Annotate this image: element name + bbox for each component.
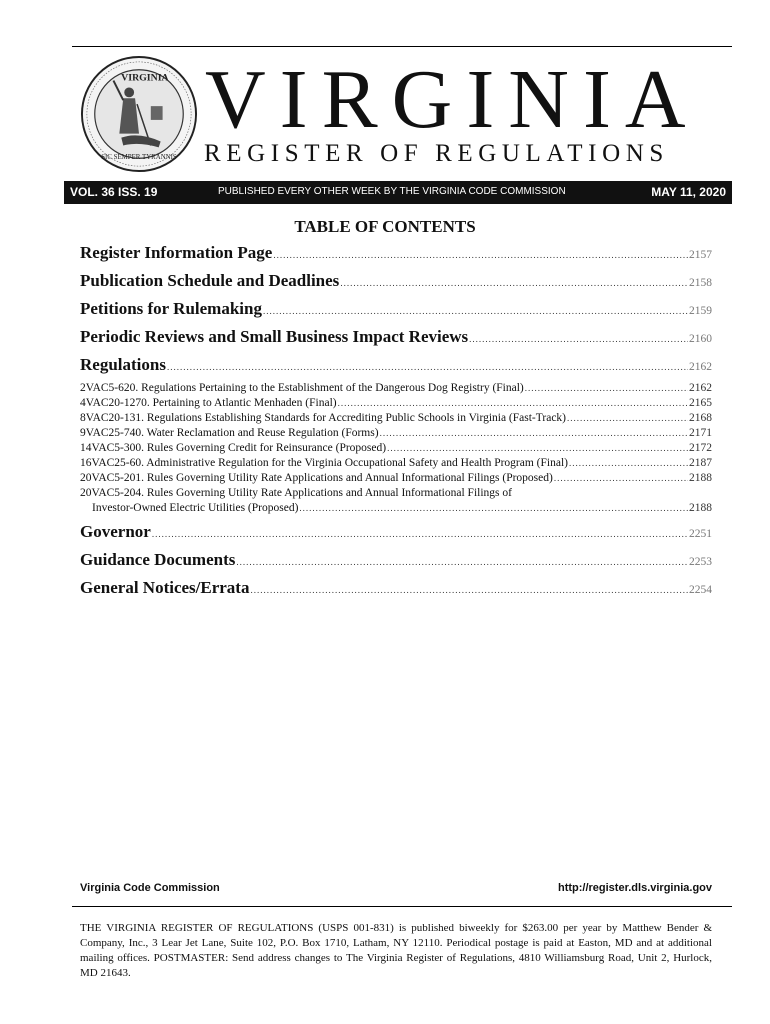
toc-section-petitions[interactable] <box>80 299 712 321</box>
toc-regulation-item[interactable] <box>80 456 712 471</box>
toc-page-number: 2188 <box>689 472 712 484</box>
toc-section-label: Petitions for Rulemaking <box>80 299 262 318</box>
toc-heading: TABLE OF CONTENTS <box>294 217 476 236</box>
toc-section-periodic-reviews[interactable] <box>80 327 712 349</box>
issue-date: MAY 11, 2020 <box>651 185 726 199</box>
publisher-line: PUBLISHED EVERY OTHER WEEK BY THE VIRGINIA CODE COMMISSION <box>218 186 566 197</box>
toc-regulation-label: 14VAC5-300. Rules Governing Credit for Reinsurance (Proposed) <box>80 442 387 454</box>
seal-motto-text: SIC SEMPER TYRANNIS <box>101 154 177 162</box>
toc-section-label: Regulations <box>80 355 166 374</box>
toc-section-register-info[interactable] <box>80 243 712 265</box>
toc-page-number: 2157 <box>689 249 712 261</box>
toc-section-label: Publication Schedule and Deadlines <box>80 271 340 290</box>
toc-page-number: 2159 <box>689 305 712 317</box>
toc-section-schedule[interactable] <box>80 271 712 293</box>
seal-top-text: VIRGINIA <box>121 72 169 84</box>
toc-regulation-label: 4VAC20-1270. Pertaining to Atlantic Menhaden (Final) <box>80 397 337 409</box>
footer-url-link[interactable]: http://register.dls.virginia.gov <box>557 882 712 894</box>
footer-rule <box>72 906 732 907</box>
toc-section-label: Register Information Page <box>80 243 273 262</box>
toc-regulation-item[interactable] <box>80 441 712 456</box>
toc-page-number: 2158 <box>689 277 712 289</box>
colophon-text: THE VIRGINIA REGISTER OF REGULATIONS (USPS 001-831) is published biweekly for $263.00 per year by Matthew Bender & Company, Inc., 3 Lear Jet Lane, Suite 102, P.O. Box 1710, Latham, NY 12110. Periodical postage is paid at Easton, MD and at additional mailing offices. POSTMASTER: Send address changes to The Virginia Register of Regulations, 4810 Williamsburg Road, Unit 2, Hurlock, MD 21643. <box>80 922 712 979</box>
toc-section-label: Periodic Reviews and Small Business Impact Reviews <box>80 327 469 346</box>
toc-regulation-item[interactable] <box>80 381 712 396</box>
toc-regulation-item[interactable] <box>80 411 712 426</box>
volume-issue: VOL. 36 ISS. 19 <box>70 185 158 199</box>
toc-regulation-label: 16VAC25-60. Administrative Regulation for the Virginia Occupational Safety and Health Program (Final) <box>80 457 568 469</box>
toc-regulation-item[interactable] <box>80 471 712 486</box>
masthead-title: VIRGINIA <box>205 53 700 146</box>
toc-page-number: 2254 <box>689 584 712 596</box>
top-rule <box>72 46 732 47</box>
toc-regulation-label: 20VAC5-204. Rules Governing Utility Rate Applications and Annual Informational Filings of <box>80 487 512 499</box>
toc-section-notices[interactable] <box>80 578 712 600</box>
toc-regulation-label: 8VAC20-131. Regulations Establishing Standards for Accrediting Public Schools in Virginia (Fast-Track) <box>80 412 567 424</box>
toc-section-regulations[interactable] <box>80 355 712 377</box>
toc-section-label: General Notices/Errata <box>80 578 250 597</box>
toc-regulation-item-wrapped[interactable] <box>80 486 712 516</box>
toc-page-number: 2188 <box>689 502 712 514</box>
toc-section-label: Guidance Documents <box>80 550 236 569</box>
toc-section-guidance[interactable] <box>80 550 712 572</box>
toc-regulation-label: 9VAC25-740. Water Reclamation and Reuse Regulation (Forms) <box>80 427 379 439</box>
toc-regulation-item[interactable] <box>80 426 712 441</box>
toc-page-number: 2171 <box>689 427 712 439</box>
toc-page-number: 2162 <box>689 361 712 373</box>
toc-page-number: 2253 <box>689 556 712 568</box>
toc-page-number: 2160 <box>689 333 712 345</box>
toc-page-number: 2162 <box>689 382 712 394</box>
toc-page-number: 2251 <box>689 528 712 540</box>
toc-regulation-label: 20VAC5-201. Rules Governing Utility Rate Applications and Annual Informational Filings (Proposed) <box>80 472 553 484</box>
toc-regulation-label-continued: Investor-Owned Electric Utilities (Proposed) <box>92 502 299 514</box>
toc-section-governor[interactable] <box>80 522 712 544</box>
toc-section-label: Governor <box>80 522 151 541</box>
virginia-seal-icon <box>80 55 198 173</box>
toc-page-number: 2172 <box>689 442 712 454</box>
masthead-subtitle: REGISTER OF REGULATIONS <box>204 140 669 167</box>
toc-page-number: 2165 <box>689 397 712 409</box>
footer-commission: Virginia Code Commission <box>80 882 220 894</box>
toc-page-number: 2187 <box>689 457 712 469</box>
table-of-contents <box>80 237 712 600</box>
toc-regulation-label: 2VAC5-620. Regulations Pertaining to the Establishment of the Dangerous Dog Registry (Final) <box>80 382 524 394</box>
toc-regulation-item[interactable] <box>80 396 712 411</box>
issue-banner <box>64 181 732 204</box>
toc-page-number: 2168 <box>689 412 712 424</box>
